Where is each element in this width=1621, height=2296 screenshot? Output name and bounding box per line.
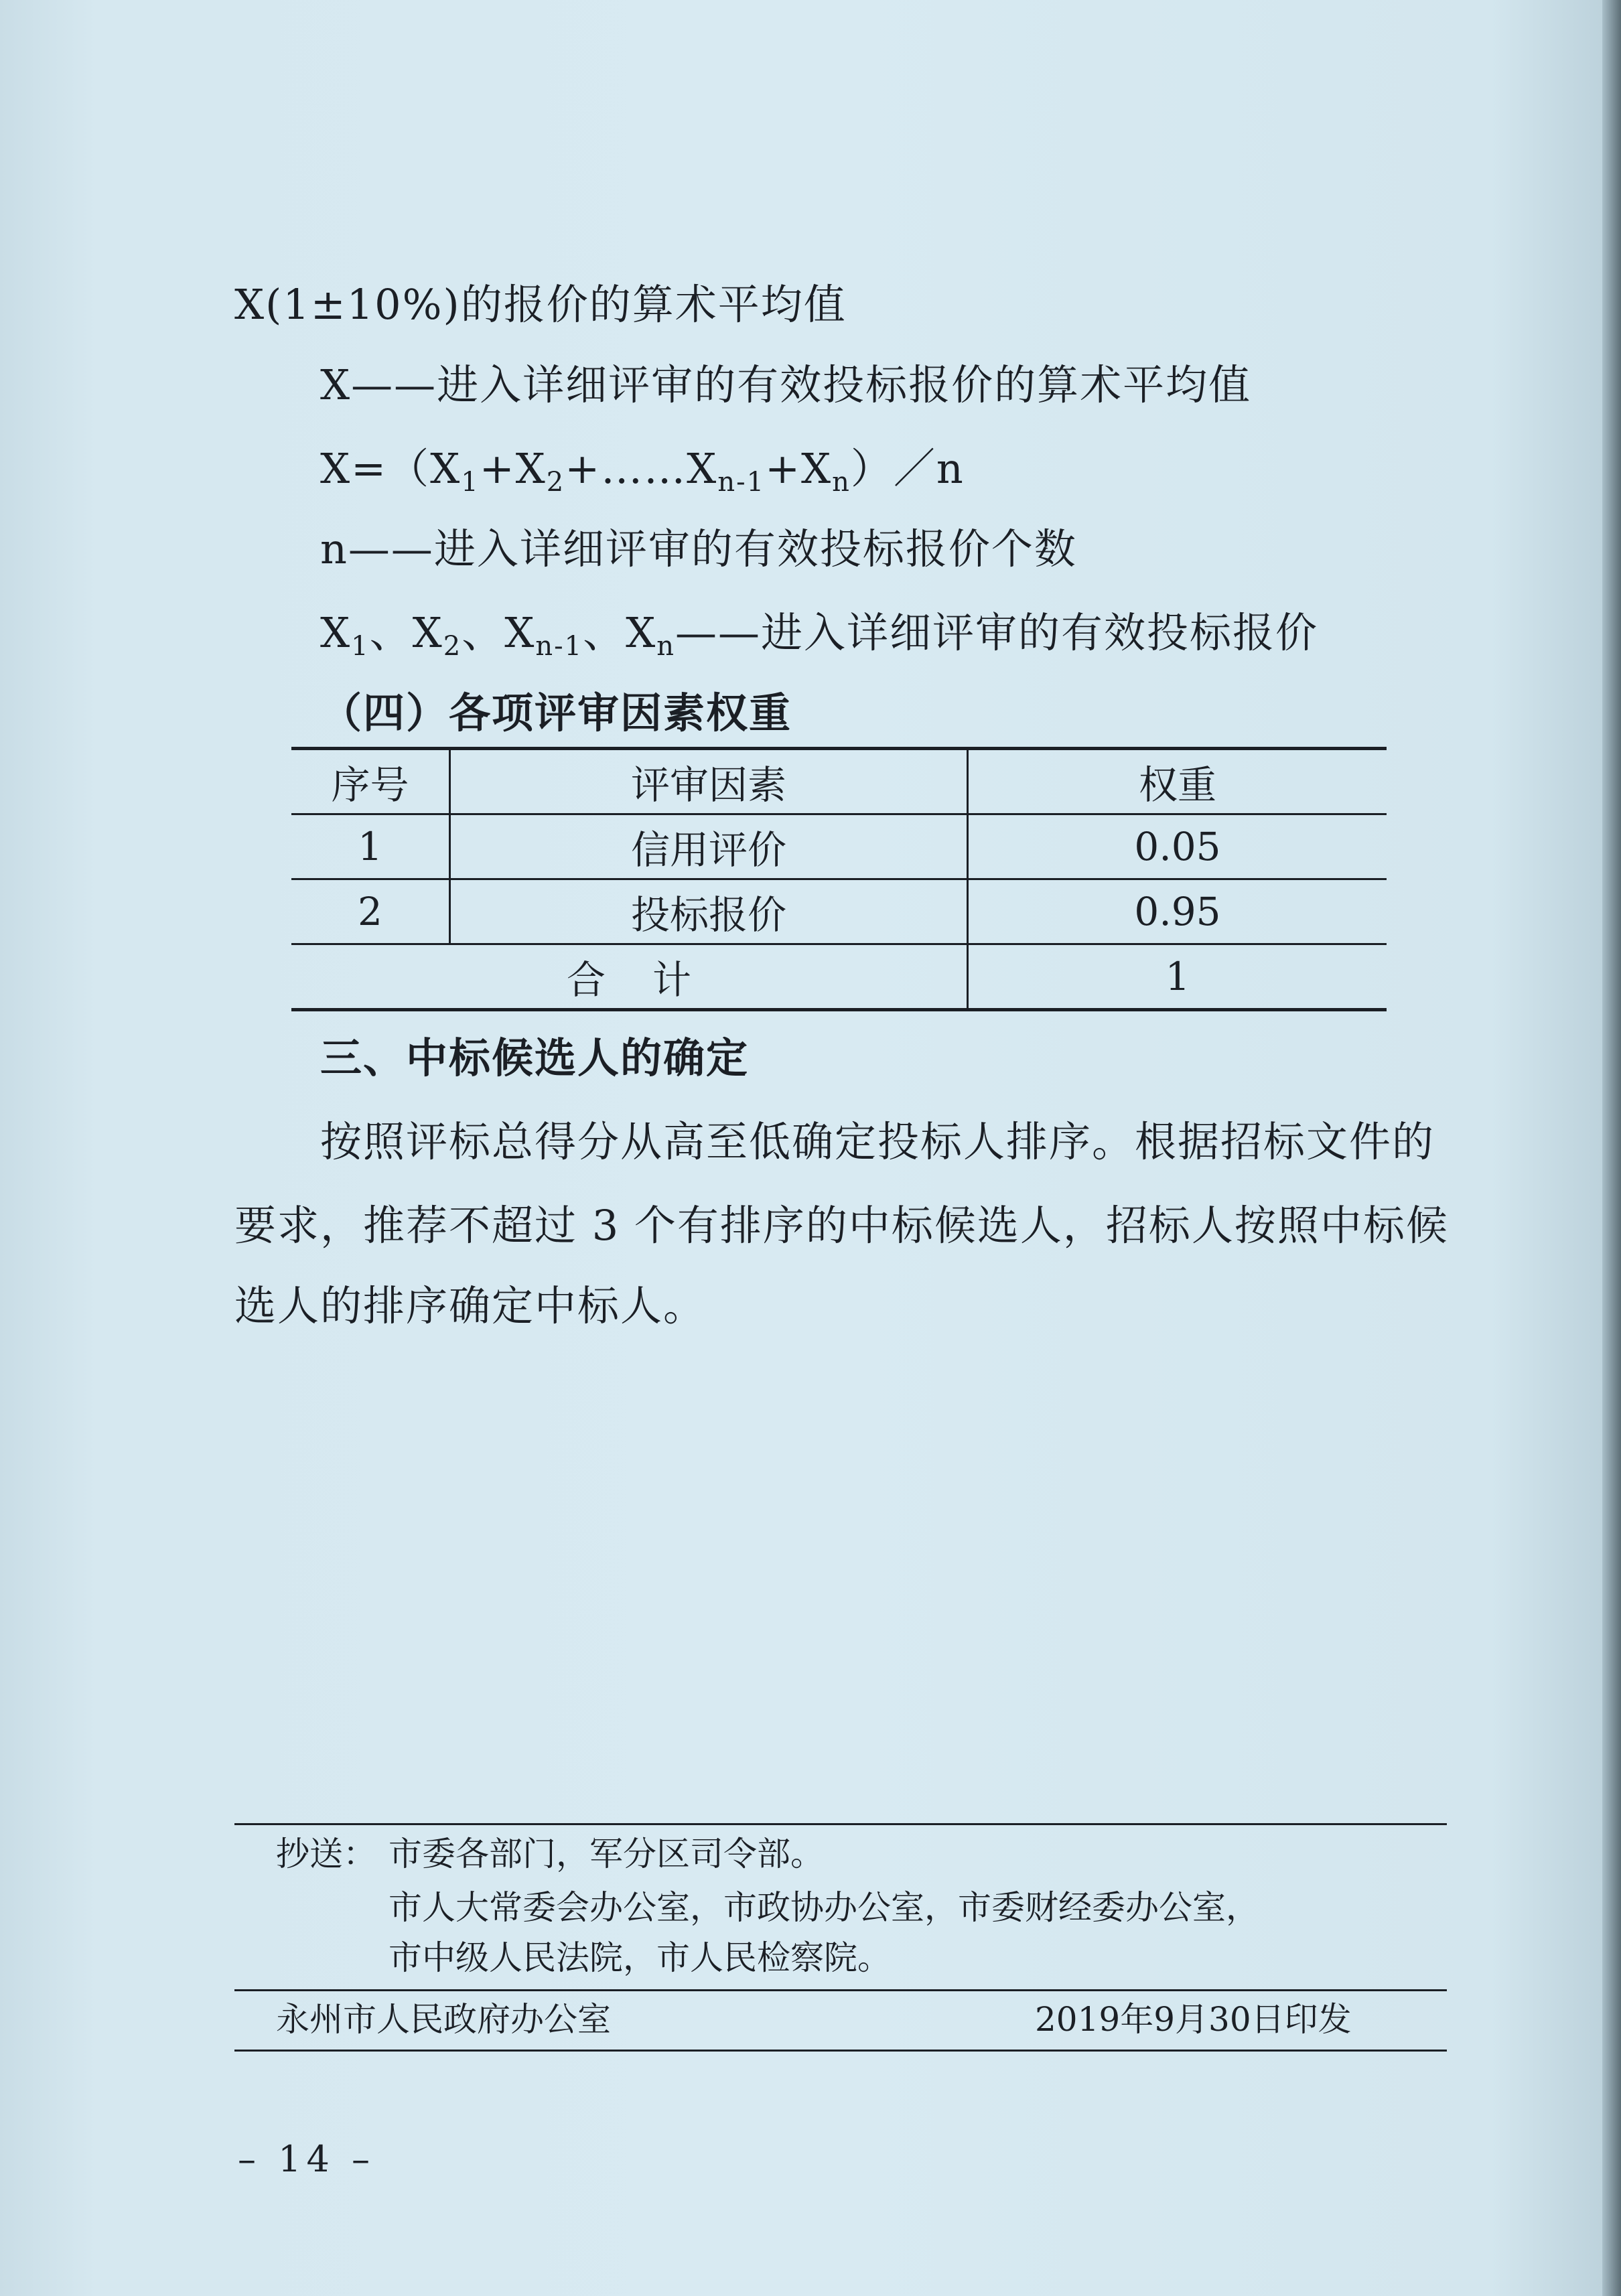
footer-bottom-rule [234, 2050, 1447, 2052]
page-edge-shadow [1602, 0, 1621, 2296]
cc-top-rule [234, 1823, 1447, 1825]
cell-weight: 0.95 [968, 879, 1387, 944]
header-index: 序号 [291, 749, 450, 814]
table-total-row [291, 944, 1387, 1010]
cc-line-3: 市中级人民法院，市人民检察院。 [389, 1938, 891, 1977]
cell-weight: 0.05 [968, 814, 1387, 879]
formula-line-2: X——进入详细评审的有效投标报价的算术平均值 [320, 360, 1252, 409]
formula-line-5: $X_1$、$X_2$、$X_{n-1}$、$X_n——$进入详细评审的有效投标报价 [320, 608, 1318, 662]
footer-top-rule [234, 1989, 1447, 1991]
header-weight: 权重 [968, 749, 1387, 814]
cc-line-1: 市委各部门，军分区司令部。 [389, 1835, 824, 1873]
formula-line-4: n——进入详细评审的有效投标报价个数 [320, 524, 1077, 573]
cell-index: 1 [291, 814, 450, 879]
page-number: – 14 – [238, 2138, 376, 2180]
header-factor: 评审因素 [450, 749, 968, 814]
table-row [291, 814, 1387, 879]
section-3-heading: 三、中标候选人的确定 [320, 1033, 750, 1082]
cc-label: 抄送： [276, 1835, 376, 1873]
table-header-row [291, 749, 1387, 814]
weight-table [291, 747, 1387, 1011]
formula-line-1: X(1±10%)的报价的算术平均值 [234, 280, 847, 329]
cell-index: 2 [291, 879, 450, 944]
body-paragraph-line-1: 按照评标总得分从高至低确定投标人排序。根据招标文件的 [320, 1117, 1435, 1166]
total-label: 合计 [291, 944, 968, 1010]
issuer-name: 永州市人民政府办公室 [276, 2000, 611, 2039]
body-paragraph-line-3: 选人的排序确定中标人。 [234, 1281, 707, 1330]
section-4-heading: （四）各项评审因素权重 [320, 689, 792, 737]
body-paragraph-line-2: 要求，推荐不超过 3 个有排序的中标候选人，招标人按照中标候 [234, 1201, 1449, 1250]
total-value: 1 [968, 944, 1387, 1010]
cc-line-2: 市人大常委会办公室，市政协办公室，市委财经委办公室， [389, 1888, 1259, 1927]
cell-factor: 信用评价 [450, 814, 968, 879]
formula-line-3: $X=(X_1+X_2+\dots\dots X_{n-1}+X_n)/n$ [320, 444, 965, 498]
cell-factor: 投标报价 [450, 879, 968, 944]
issue-date: 2019年9月30日印发 [1035, 2000, 1352, 2039]
table-row [291, 879, 1387, 944]
